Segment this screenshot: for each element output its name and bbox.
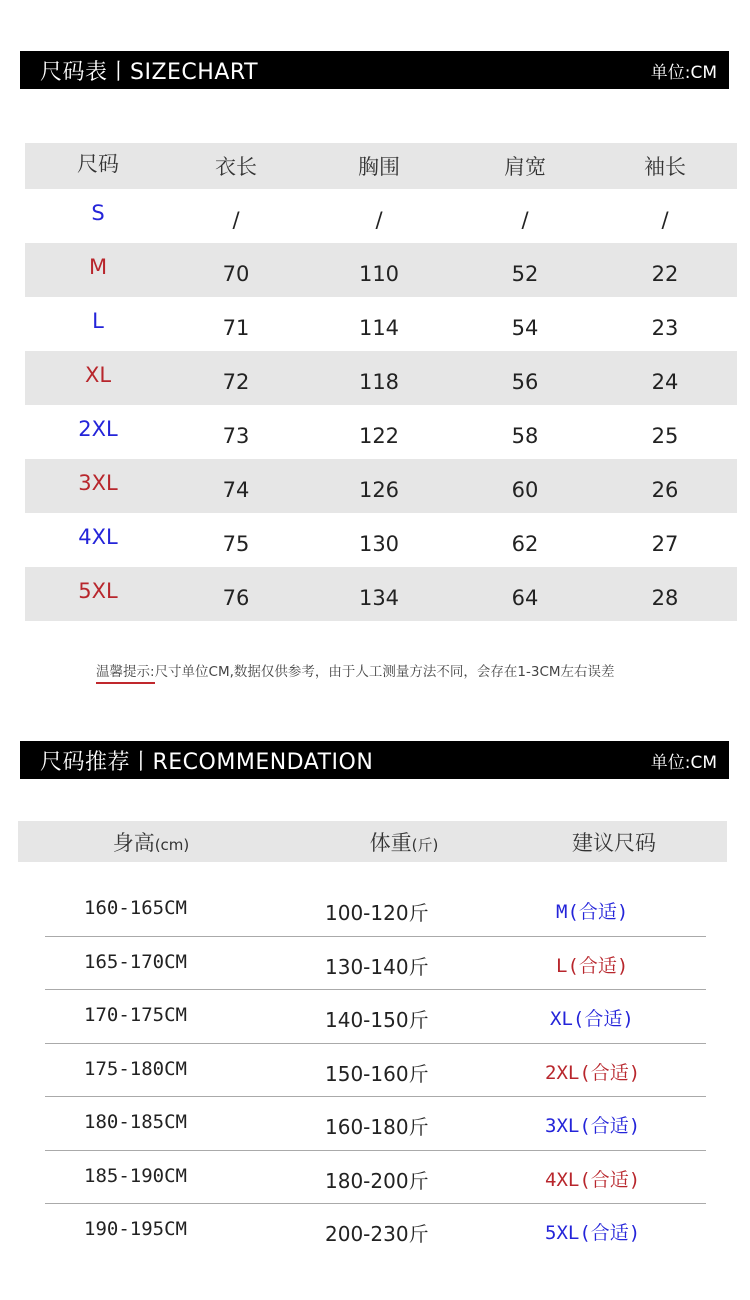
recommendation-title: 尺码推荐丨RECOMMENDATION <box>40 749 374 775</box>
column-header-length: 衣长 <box>215 155 257 179</box>
size-chart-row <box>25 351 737 405</box>
height-range: 175-180CM <box>84 1057 187 1080</box>
recommendation-row <box>0 990 750 1044</box>
size-value: 24 <box>651 370 679 394</box>
recommendation-table <box>0 883 750 1258</box>
size-chart-row <box>25 459 737 513</box>
height-range: 165-170CM <box>84 950 187 973</box>
size-value: 64 <box>511 586 539 610</box>
note-lead: 温馨提示: <box>96 664 155 684</box>
weight-range: 200-230斤 <box>325 1222 429 1246</box>
size-value: 56 <box>511 370 539 394</box>
weight-range: 130-140斤 <box>325 954 429 979</box>
recommended-size: 5XL(合适) <box>545 1222 641 1244</box>
recommendation-row <box>0 883 750 937</box>
size-value: 118 <box>358 370 400 394</box>
size-chart-row <box>25 297 737 351</box>
recommendation-row <box>0 937 750 991</box>
size-value: 114 <box>358 316 400 340</box>
size-value: 110 <box>358 262 400 286</box>
size-label: XL <box>84 363 112 387</box>
size-value: / <box>375 208 383 232</box>
size-value: 76 <box>222 586 250 610</box>
weight-range: 150-160斤 <box>325 1061 429 1086</box>
column-header-recommended-size: 建议尺码 <box>572 830 656 855</box>
size-label: M <box>88 255 108 279</box>
size-value: 58 <box>511 424 539 448</box>
recommended-size: 2XL(合适) <box>545 1061 641 1084</box>
size-label: 4XL <box>78 525 118 549</box>
weight-range: 140-150斤 <box>325 1008 429 1032</box>
size-chart-title: 尺码表丨SIZECHART <box>40 59 259 85</box>
recommended-size: M(合适) <box>556 901 629 923</box>
size-value: 52 <box>511 262 539 286</box>
column-header-weight: 体重(斤) <box>369 830 439 855</box>
size-value: 23 <box>651 316 679 340</box>
height-range: 185-190CM <box>84 1164 187 1187</box>
recommended-size: 3XL(合适) <box>545 1115 641 1137</box>
size-value: 22 <box>651 262 679 286</box>
size-chart-unit: 单位:CM <box>650 62 717 83</box>
size-value: 27 <box>651 532 679 556</box>
size-value: 28 <box>651 586 679 610</box>
size-chart-row <box>25 243 737 297</box>
size-value: 122 <box>358 424 400 448</box>
height-range: 170-175CM <box>84 1004 187 1026</box>
size-chart-row <box>25 567 737 621</box>
size-value: 130 <box>358 532 400 556</box>
recommended-size: 4XL(合适) <box>545 1168 641 1191</box>
recommendation-row <box>0 1097 750 1151</box>
weight-range: 160-180斤 <box>325 1115 429 1139</box>
size-label: L <box>92 309 104 333</box>
size-label: 2XL <box>78 417 118 441</box>
recommendation-column-headers <box>18 821 727 862</box>
column-header-shoulder: 肩宽 <box>504 155 546 179</box>
size-value: / <box>521 208 529 232</box>
size-chart-row <box>25 405 737 459</box>
size-chart-row <box>25 189 737 243</box>
column-header-chest: 胸围 <box>358 155 400 179</box>
recommendation-header-bar <box>20 741 729 779</box>
measurement-note <box>96 660 615 680</box>
size-value: 54 <box>511 316 539 340</box>
size-label: S <box>91 201 105 225</box>
column-header-height: 身高(cm) <box>112 830 190 855</box>
recommended-size: L(合适) <box>556 954 629 977</box>
size-value: 25 <box>651 424 679 448</box>
column-header-size: 尺码 <box>77 152 119 176</box>
recommendation-row <box>0 1044 750 1098</box>
recommendation-row <box>0 1204 750 1258</box>
size-value: 26 <box>651 478 679 502</box>
recommendation-row <box>0 1151 750 1205</box>
size-chart-header-bar <box>20 51 729 89</box>
recommendation-unit: 单位:CM <box>650 752 717 773</box>
size-value: 70 <box>222 262 250 286</box>
size-chart-column-headers <box>25 143 737 189</box>
size-value: 74 <box>222 478 250 502</box>
height-range: 160-165CM <box>84 897 187 919</box>
size-value: 62 <box>511 532 539 556</box>
height-range: 180-185CM <box>84 1111 187 1133</box>
size-label: 3XL <box>78 471 118 495</box>
weight-range: 100-120斤 <box>325 901 429 925</box>
weight-range: 180-200斤 <box>325 1168 429 1193</box>
size-value: / <box>661 208 669 232</box>
size-value: 75 <box>222 532 250 556</box>
size-value: 73 <box>222 424 250 448</box>
size-value: 126 <box>358 478 400 502</box>
size-value: 72 <box>222 370 250 394</box>
size-chart-row <box>25 513 737 567</box>
column-header-sleeve: 袖长 <box>644 155 686 179</box>
size-chart-table <box>25 143 737 621</box>
size-value: / <box>232 208 240 232</box>
size-value: 60 <box>511 478 539 502</box>
size-value: 134 <box>358 586 400 610</box>
size-value: 71 <box>222 316 250 340</box>
recommended-size: XL(合适) <box>550 1008 634 1030</box>
note-text: 尺寸单位CM,数据仅供参考，由于人工测量方法不同，会存在1-3CM左右误差 <box>154 664 615 680</box>
height-range: 190-195CM <box>84 1218 187 1240</box>
size-label: 5XL <box>78 579 118 603</box>
